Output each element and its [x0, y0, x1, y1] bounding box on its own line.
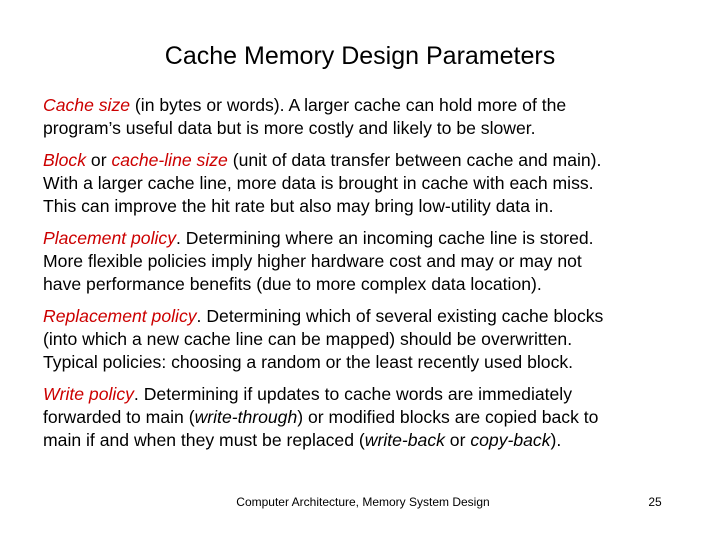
item-text-line: (into which a new cache line can be mapped) should be overwritten.: [43, 329, 573, 349]
item-text-line: . Determining if updates to cache words are immediately: [133, 384, 573, 404]
term-cache-line-size: cache-line size: [111, 150, 228, 170]
item-placement-policy: [43, 227, 693, 296]
item-text-line: More flexible policies imply higher hardware cost and may or may not: [43, 251, 582, 271]
item-text-segment: main if and when they must be replaced (: [43, 430, 365, 450]
item-write-policy: [43, 383, 693, 452]
term-joiner: or: [86, 150, 112, 170]
item-text-line: program’s useful data but is more costly and likely to be slower.: [43, 118, 536, 138]
item-text-line: This can improve the hit rate but also may bring low-utility data in.: [43, 196, 554, 216]
term-placement-policy: Placement policy: [43, 228, 176, 248]
page-number: 25: [648, 495, 662, 509]
item-text-line: Typical policies: choosing a random or the least recently used block.: [43, 352, 574, 372]
term-write-back: write-back: [364, 430, 445, 450]
item-text-line: have performance benefits (due to more complex data location).: [43, 274, 542, 294]
item-text-segment: ).: [550, 430, 562, 450]
item-text-segment: forwarded to main (: [43, 407, 195, 427]
slide-title: Cache Memory Design Parameters: [164, 42, 556, 70]
footer-text: Computer Architecture, Memory System Design: [236, 495, 490, 509]
item-text-line: . Determining which of several existing cache blocks: [196, 306, 604, 326]
item-cache-size: [43, 94, 693, 140]
item-text-line: (in bytes or words). A larger cache can hold more of the: [130, 95, 567, 115]
item-text-segment: or: [444, 430, 471, 450]
term-write-through: write-through: [194, 407, 298, 427]
item-block-size: [43, 149, 693, 218]
term-block: Block: [43, 150, 87, 170]
parameter-list: [43, 94, 693, 461]
item-replacement-policy: [43, 305, 693, 374]
item-text-line: (unit of data transfer between cache and main).: [227, 150, 602, 170]
item-text-line: . Determining where an incoming cache line is stored.: [176, 228, 594, 248]
item-text-line: With a larger cache line, more data is brought in cache with each miss.: [43, 173, 594, 193]
term-cache-size: Cache size: [43, 95, 131, 115]
term-write-policy: Write policy: [43, 384, 134, 404]
item-text-segment: ) or modified blocks are copied back to: [297, 407, 599, 427]
term-replacement-policy: Replacement policy: [43, 306, 197, 326]
term-copy-back: copy-back: [470, 430, 551, 450]
